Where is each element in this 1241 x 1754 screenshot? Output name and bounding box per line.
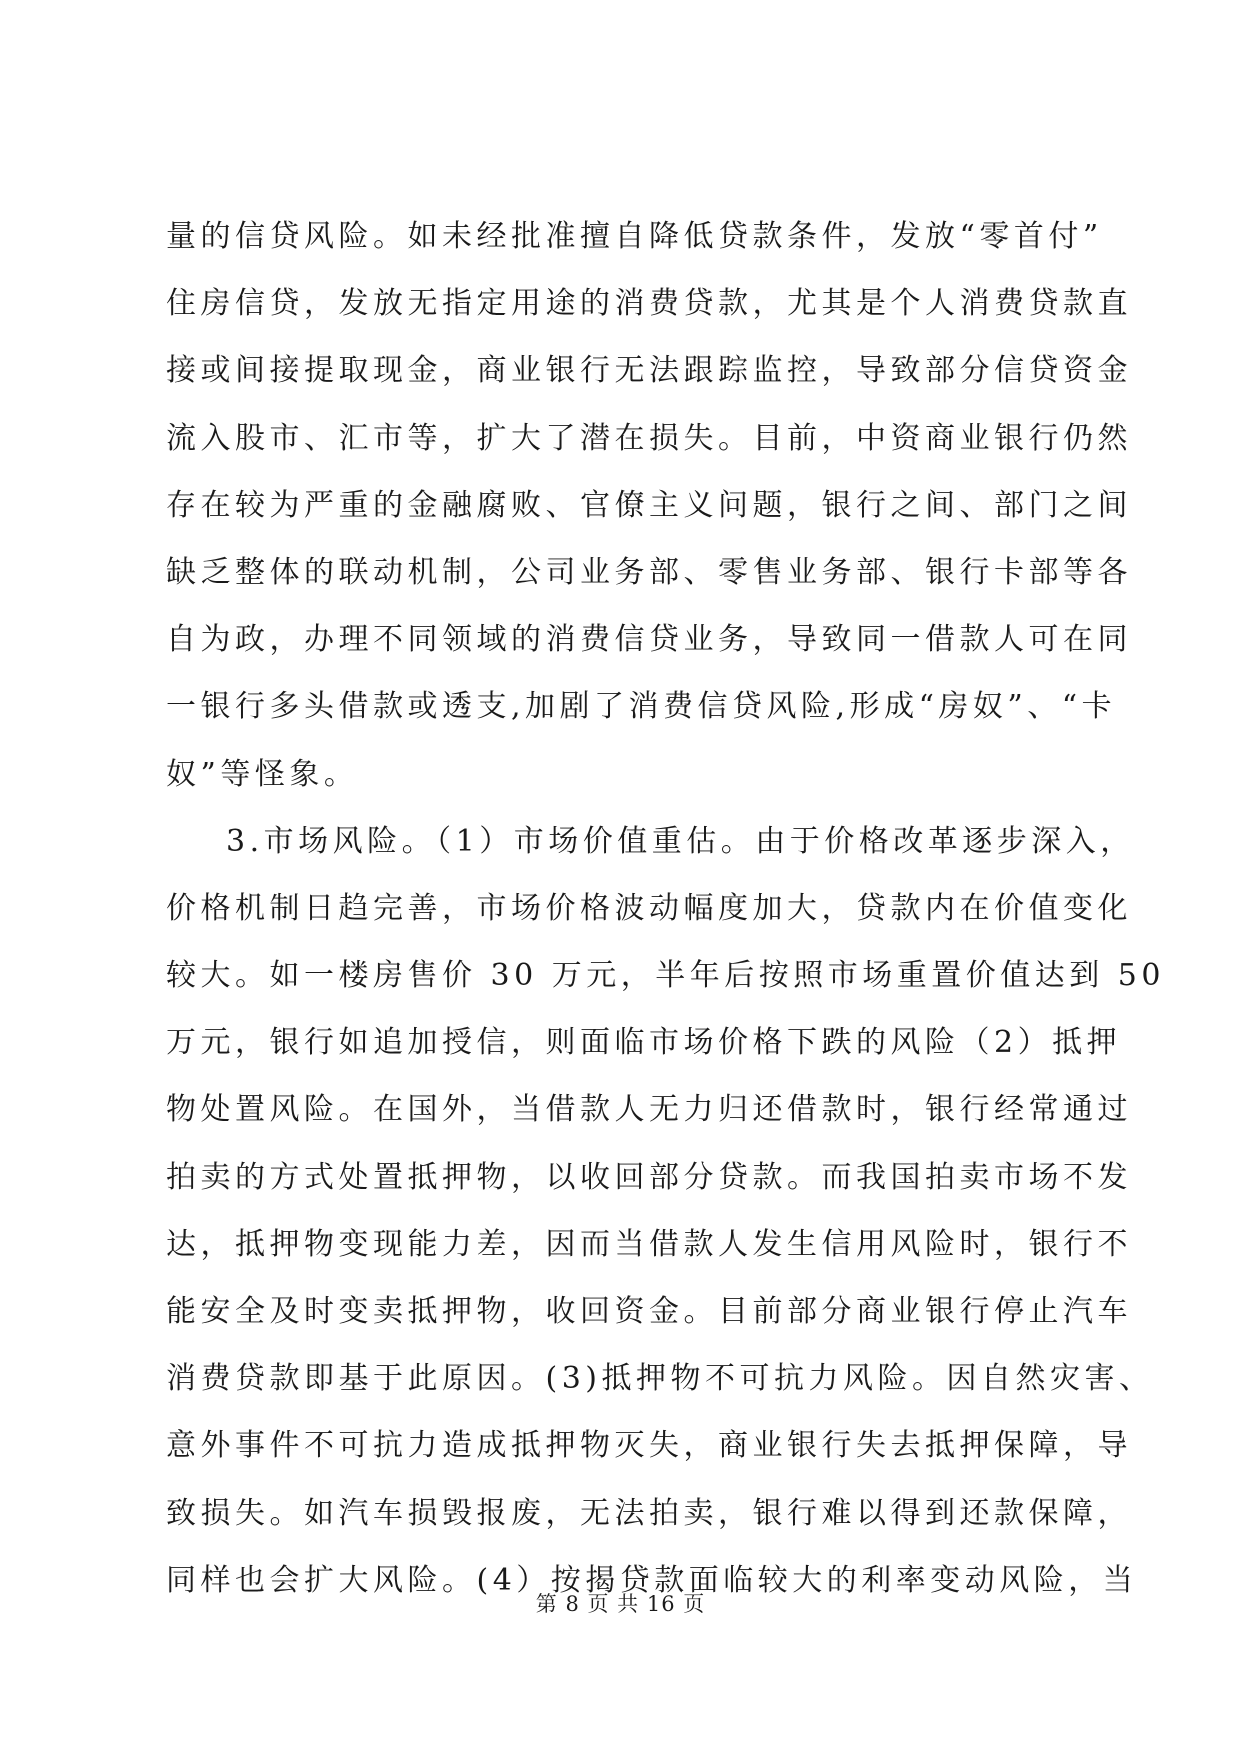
text-line: 自为政，办理不同领域的消费信贷业务，导致同一借款人可在同 — [166, 622, 1132, 658]
paragraph-start-line: 3.市场风险。（1）市场价值重估。由于价格改革逐步深入， — [226, 823, 1135, 859]
text-line: 致损失。如汽车损毁报废，无法拍卖，银行难以得到还款保障， — [166, 1495, 1132, 1531]
text-line: 价格机制日趋完善，市场价格波动幅度加大，贷款内在价值变化 — [166, 890, 1132, 926]
text-line: 万元，银行如追加授信，则面临市场价格下跌的风险（2）抵押 — [166, 1025, 1122, 1061]
text-line: 物处置风险。在国外，当借款人无力归还借款时，银行经常通过 — [166, 1092, 1132, 1128]
text-line: 拍卖的方式处置抵押物，以收回部分贷款。而我国拍卖市场不发 — [166, 1159, 1132, 1195]
text-line: 流入股市、汇市等，扩大了潜在损失。目前，中资商业银行仍然 — [166, 420, 1132, 456]
text-line: 能安全及时变卖抵押物，收回资金。目前部分商业银行停止汽车 — [166, 1294, 1132, 1329]
text-line: 接或间接提取现金，商业银行无法跟踪监控，导致部分信贷资金 — [166, 353, 1132, 389]
text-line: 一银行多头借款或透支,加剧了消费信贷风险,形成“房奴”、“卡 — [166, 689, 1117, 725]
text-line: 量的信贷风险。如未经批准擅自降低贷款条件，发放“零首付” — [166, 219, 1103, 254]
body-text — [166, 203, 1165, 1614]
text-line: 奴”等怪象。 — [166, 756, 359, 792]
text-line: 意外事件不可抗力造成抵押物灭失，商业银行失去抵押保障，导 — [166, 1428, 1132, 1464]
text-line: 同样也会扩大风险。(4）按揭贷款面临较大的利率变动风险，当 — [166, 1562, 1138, 1598]
text-line: 较大。如一楼房售价 30 万元，半年后按照市场重置价值达到 50 — [166, 958, 1165, 994]
page-number-footer: 第 8 页 共 16 页 — [535, 1592, 706, 1616]
text-line: 住房信贷，发放无指定用途的消费贷款，尤其是个人消费贷款直 — [166, 286, 1132, 322]
text-line: 存在较为严重的金融腐败、官僚主义问题，银行之间、部门之间 — [166, 487, 1132, 523]
text-line: 消费贷款即基于此原因。(3)抵押物不可抗力风险。因自然灾害、 — [166, 1361, 1154, 1397]
text-line: 缺乏整体的联动机制，公司业务部、零售业务部、银行卡部等各 — [166, 554, 1132, 590]
text-line: 达，抵押物变现能力差，因而当借款人发生信用风险时，银行不 — [166, 1226, 1132, 1262]
